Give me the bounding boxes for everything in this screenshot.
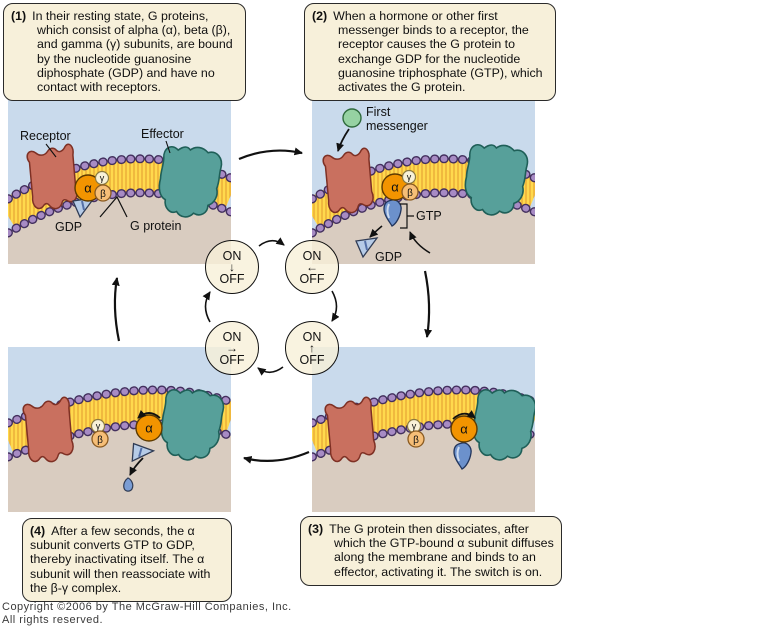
switch-indicator-bottom-left — [205, 321, 259, 375]
switch-on-label: ON — [302, 248, 322, 263]
beta-subunit — [402, 184, 418, 200]
copyright-notice — [2, 601, 292, 626]
switch-indicator-top-right — [285, 240, 339, 294]
switch-cycle-arrow-bottom — [258, 367, 283, 372]
gdp-label: GDP — [55, 220, 83, 234]
switch-off-label: OFF — [299, 352, 325, 367]
switch-arrow-down-icon: ↓ — [229, 259, 235, 274]
g-protein-label: G protein — [130, 219, 182, 233]
step-number: (1) — [11, 9, 27, 23]
switch-off-label: OFF — [219, 352, 245, 367]
switch-on-label: ON — [302, 329, 322, 344]
effector-label: Effector — [141, 127, 184, 141]
switch-arrow-left-icon: ← — [306, 259, 318, 274]
copyright-line1: Copyright ©2006 by The McGraw-Hill Companies, Inc. — [2, 601, 292, 613]
step-box-2 — [304, 3, 556, 101]
step-box-3 — [300, 516, 562, 586]
beta-subunit — [92, 431, 108, 447]
step-number: (3) — [308, 522, 324, 536]
beta-subunit — [95, 185, 111, 201]
gamma-subunit — [408, 420, 421, 433]
switch-cycle-arrow-right — [332, 291, 337, 321]
switch-indicator-bottom-right — [285, 321, 339, 375]
arrow-step3-to-step4 — [244, 452, 309, 461]
step-number: (4) — [30, 524, 46, 538]
step-text: The G protein then dissociates, after which the GTP-bound α subunit diffuses along the membrane and binds to an effector, activating it. The switch is on. — [329, 522, 554, 579]
panel-4-gtp-hydrolysis — [8, 347, 231, 512]
switch-cycle-arrow-left — [206, 292, 211, 322]
switch-off-label: OFF — [299, 271, 325, 286]
alpha-subunit — [136, 415, 162, 441]
panel-2-messenger-binds — [312, 100, 535, 264]
step-number: (2) — [312, 9, 328, 23]
switch-indicator-top-left — [205, 240, 259, 294]
step-box-4 — [22, 518, 232, 602]
switch-on-label: ON — [222, 329, 242, 344]
step-text: In their resting state, G proteins, which consist of alpha (α), beta (β), and gamma (γ) subunits, are bound by the nucleotide guanosine diphosphate (GDP) and have no contact with receptors. — [32, 9, 233, 95]
gamma-subunit — [92, 420, 105, 433]
first-messenger-label-line1: First — [366, 105, 391, 119]
switch-off-label: OFF — [219, 271, 245, 286]
switch-on-label: ON — [222, 248, 242, 263]
switch-arrow-right-icon: → — [226, 340, 238, 355]
receptor-label: Receptor — [20, 129, 71, 143]
arrow-step2-to-step3 — [425, 271, 429, 337]
gamma-subunit — [403, 171, 416, 184]
panel-3-effector-activated — [312, 347, 535, 512]
gdp-label: GDP — [375, 250, 403, 264]
step-text: When a hormone or other first messenger binds to a receptor, the receptor causes the G protein to exchange GDP for the nucleotide guanosine triphosphate (GTP), which activates the G protein. — [333, 9, 543, 95]
step-text: After a few seconds, the α subunit converts GTP to GDP, thereby inactivating itself. The α subunit will then reassociate with the β-γ complex. — [30, 524, 211, 595]
first-messenger-label-line2: messenger — [366, 119, 428, 133]
switch-cycle-arrow-top — [259, 241, 284, 246]
beta-subunit — [408, 431, 424, 447]
gamma-subunit — [96, 172, 109, 185]
first-messenger — [343, 109, 361, 127]
alpha-subunit — [451, 416, 477, 442]
switch-arrow-up-icon: ↑ — [309, 340, 315, 355]
panel-1-resting-state — [8, 100, 231, 264]
gtp-label: GTP — [416, 209, 442, 223]
arrow-step4-to-step1 — [115, 278, 119, 341]
step-box-1 — [3, 3, 246, 101]
copyright-line2: All rights reserved. — [2, 613, 104, 626]
arrow-step1-to-step2 — [239, 151, 302, 159]
